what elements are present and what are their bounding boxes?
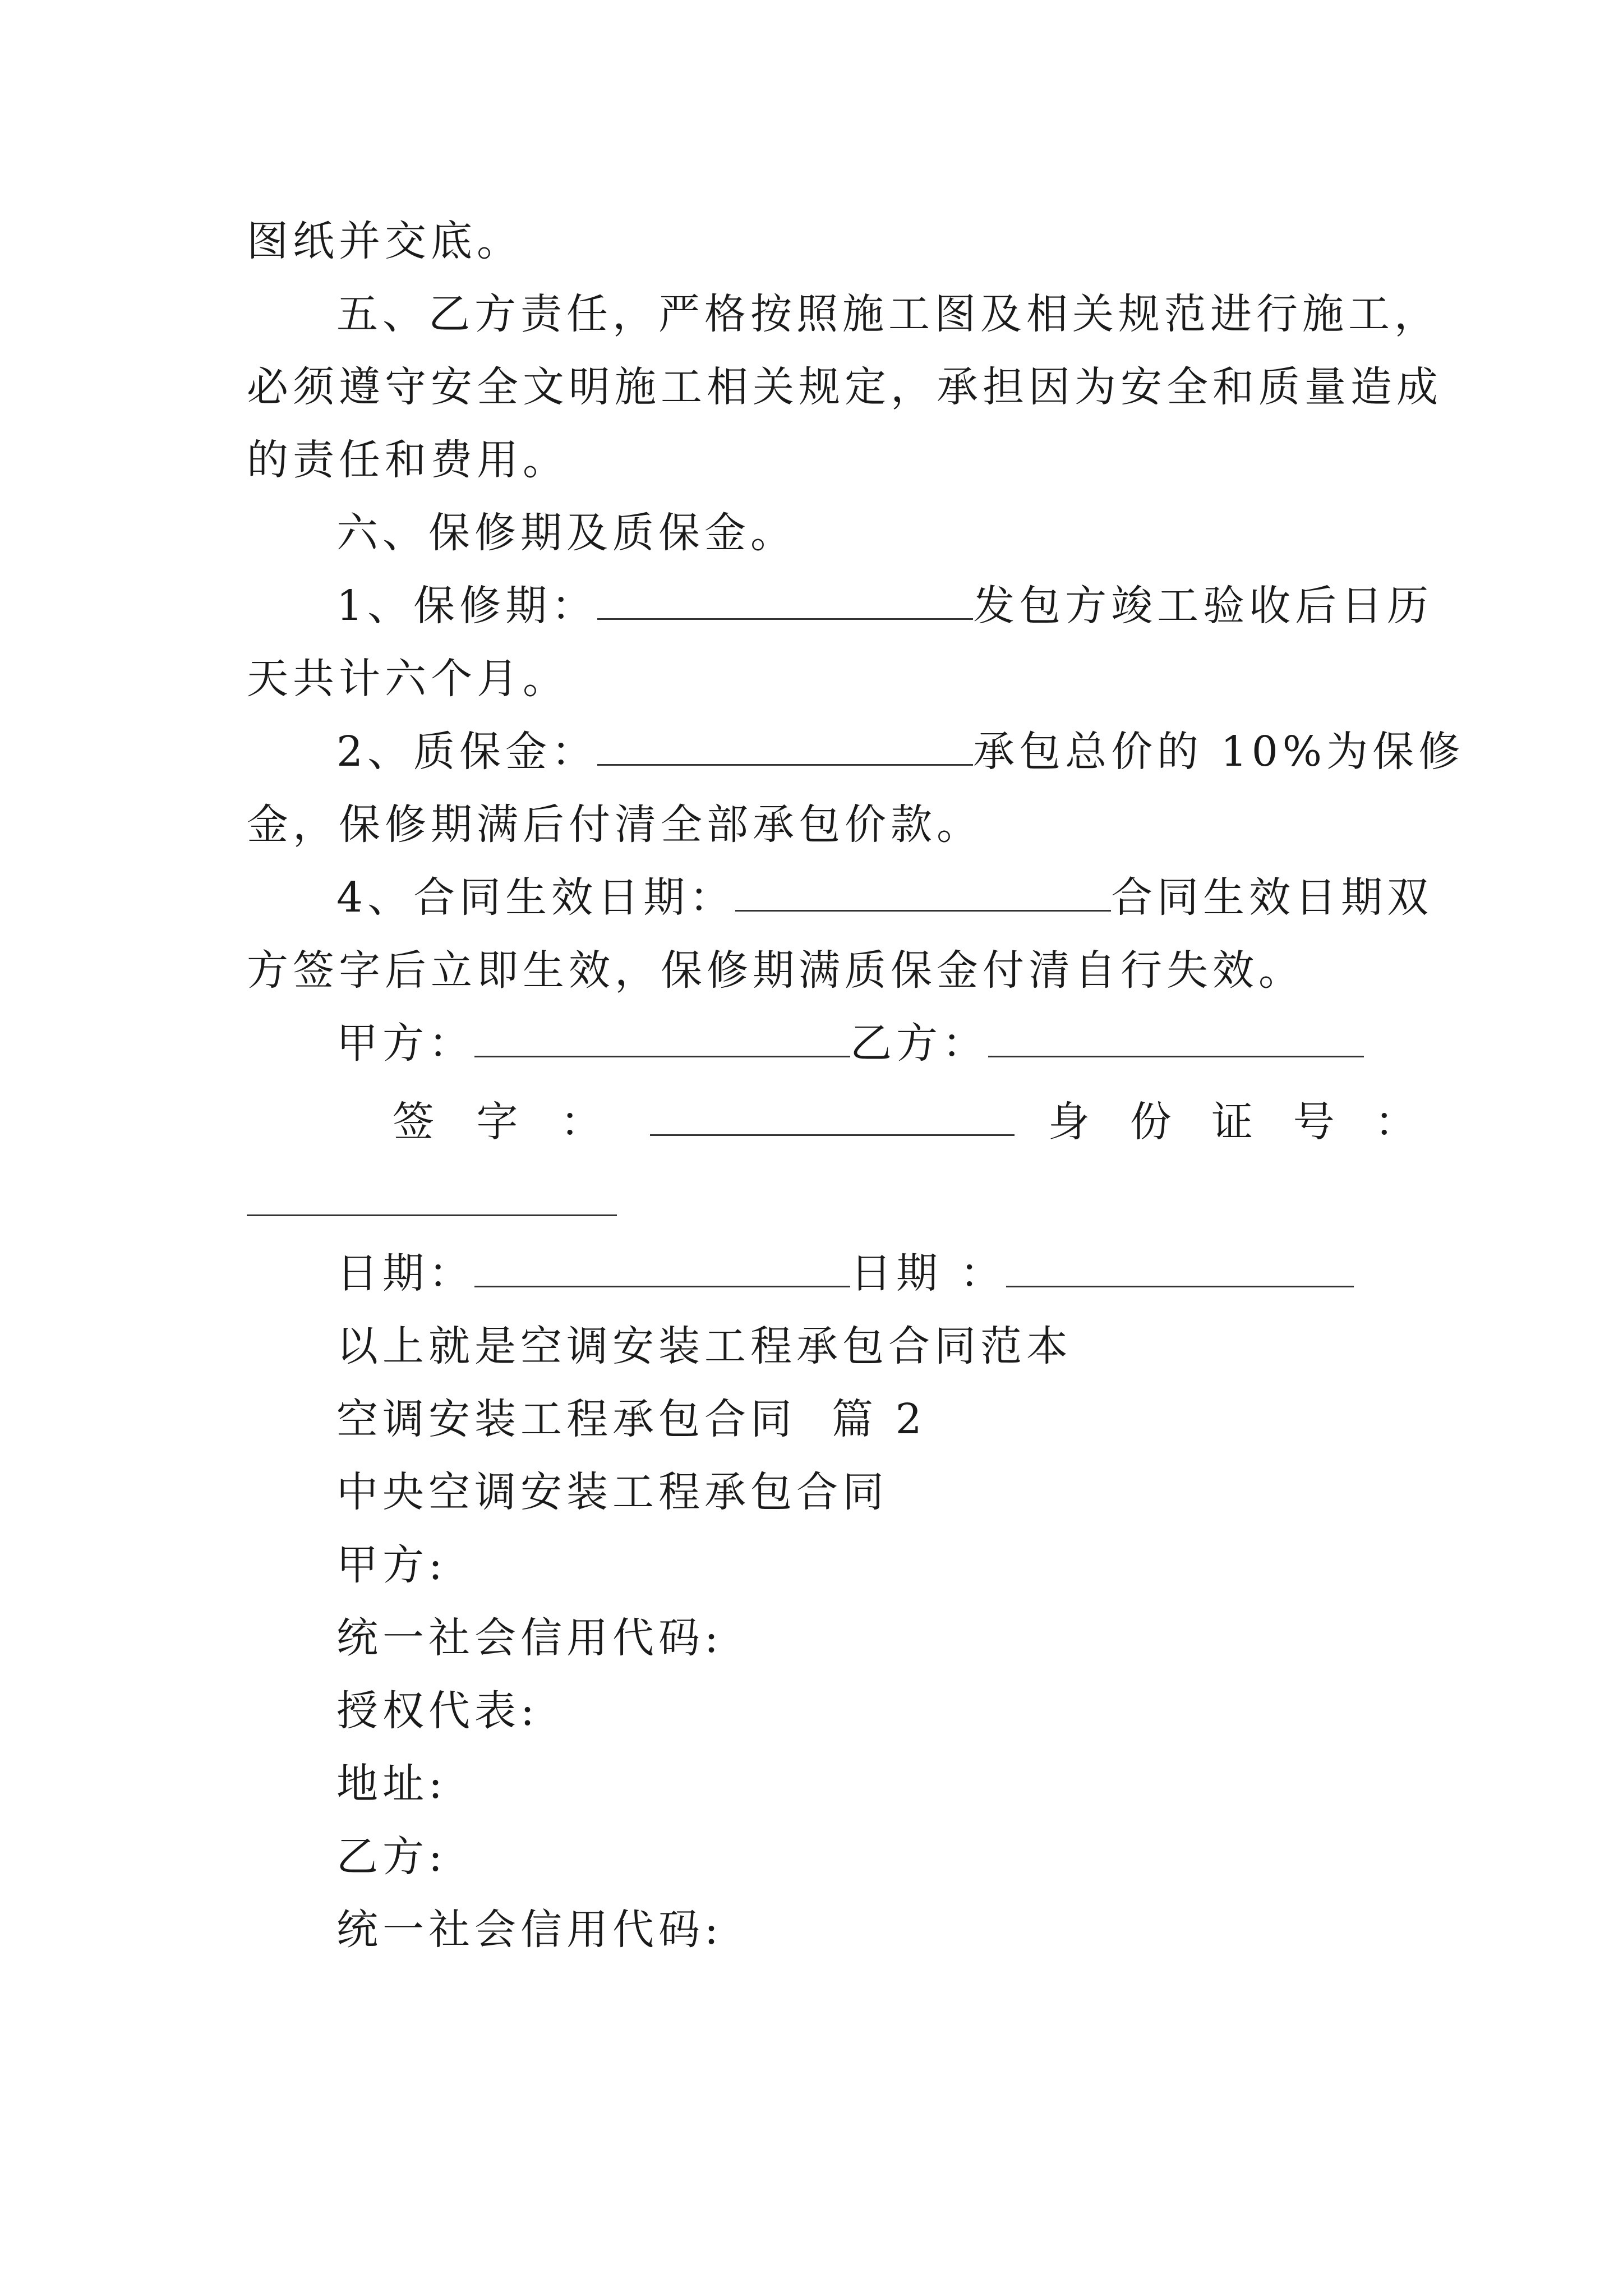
address-field: 地址: bbox=[336, 1760, 447, 1808]
retention-text: 承包总价的 10%为保修 bbox=[973, 728, 1465, 776]
end-note: 以上就是空调安装工程承包合同范本 bbox=[336, 1322, 1072, 1370]
id-number-label: 身 份 证 号 ： bbox=[1048, 1098, 1430, 1146]
credit-code-a-field: 统一社会信用代码: bbox=[336, 1614, 723, 1662]
retention-label: 2、质保金： bbox=[336, 728, 598, 776]
effective-date-label: 4、合同生效日期： bbox=[336, 873, 736, 922]
contract-title: 中央空调安装工程承包合同 bbox=[336, 1468, 888, 1516]
retention-blank[interactable] bbox=[597, 725, 973, 766]
effective-date-text: 合同生效日期双 bbox=[1111, 873, 1433, 922]
warranty-period-line bbox=[336, 578, 1469, 634]
clause-5-line-3: 的责任和费用。 bbox=[247, 436, 569, 484]
date-a-label: 日期： bbox=[336, 1249, 474, 1297]
parties-signature-row bbox=[336, 1015, 1469, 1071]
sign-blank[interactable] bbox=[650, 1095, 1015, 1136]
date-b-label: 日期 ： bbox=[850, 1249, 1006, 1297]
warranty-period-blank[interactable] bbox=[597, 579, 973, 620]
retention-line bbox=[336, 724, 1469, 780]
party-a-label: 甲方： bbox=[336, 1019, 474, 1068]
party-b-blank[interactable] bbox=[988, 1016, 1364, 1057]
party-a-field: 甲方: bbox=[336, 1541, 447, 1589]
warranty-period-label: 1、保修期： bbox=[336, 582, 598, 630]
party-b-field: 乙方: bbox=[336, 1833, 447, 1881]
section-2-heading: 空调安装工程承包合同 篇 2 bbox=[336, 1395, 926, 1443]
clause-6-heading: 六、保修期及质保金。 bbox=[336, 509, 796, 557]
text-line: 图纸并交底。 bbox=[247, 217, 523, 265]
warranty-period-cont: 天共计六个月。 bbox=[247, 655, 569, 703]
effective-date-line bbox=[336, 869, 1469, 926]
effective-date-blank[interactable] bbox=[735, 871, 1111, 912]
date-b-blank[interactable] bbox=[1006, 1246, 1354, 1287]
dates-row bbox=[336, 1245, 1469, 1301]
credit-code-b-field: 统一社会信用代码: bbox=[336, 1906, 723, 1954]
clause-5-line-2: 必须遵守安全文明施工相关规定，承担因为安全和质量造成 bbox=[247, 363, 1442, 411]
effective-date-cont: 方签字后立即生效，保修期满质保金付清自行失效。 bbox=[247, 946, 1304, 995]
sign-id-row bbox=[393, 1094, 1430, 1150]
warranty-period-text: 发包方竣工验收后日历 bbox=[973, 582, 1433, 630]
party-b-label: 乙方： bbox=[850, 1019, 988, 1068]
retention-cont: 金，保修期满后付清全部承包价款。 bbox=[247, 800, 983, 849]
party-a-blank[interactable] bbox=[474, 1016, 850, 1057]
sign-label: 签 字 ： bbox=[393, 1098, 617, 1146]
date-a-blank[interactable] bbox=[474, 1246, 850, 1287]
clause-5-line-1: 五、乙方责任，严格按照施工图及相关规范进行施工， bbox=[336, 290, 1440, 338]
authorized-rep-field: 授权代表: bbox=[336, 1687, 539, 1735]
id-number-blank[interactable] bbox=[247, 1214, 617, 1216]
